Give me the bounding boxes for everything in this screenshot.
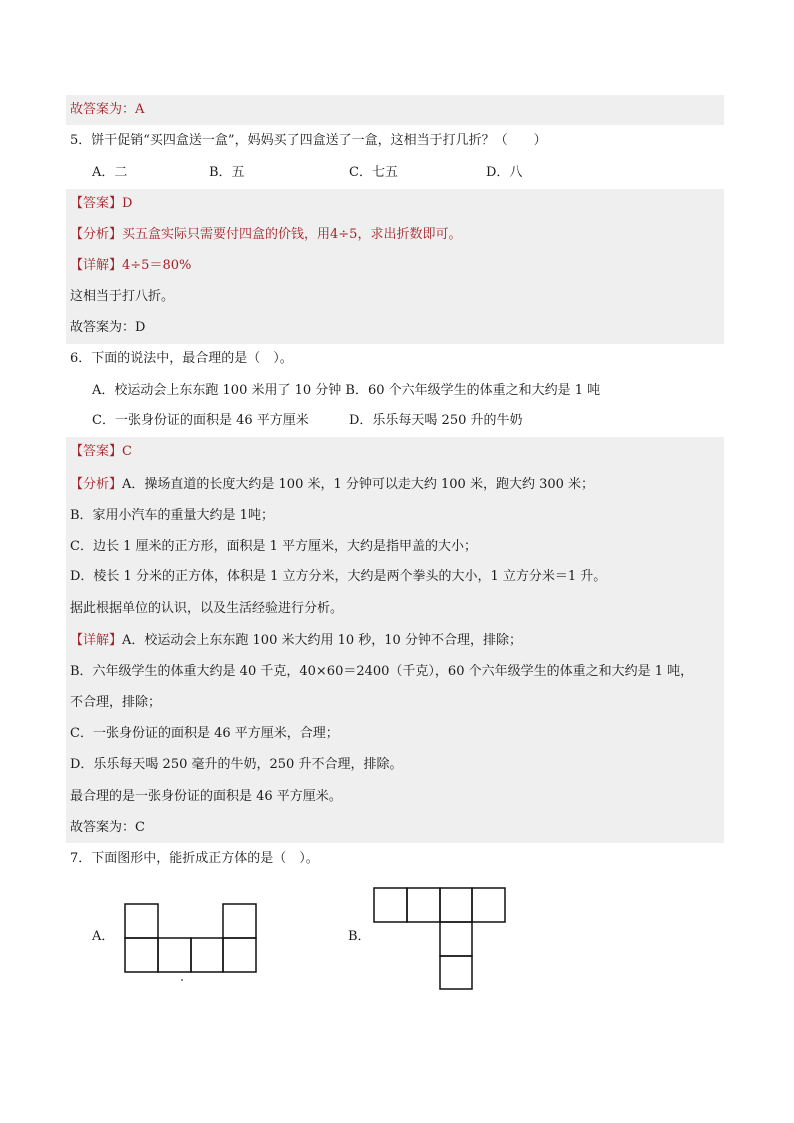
net-a-dot [181, 979, 183, 981]
q5-option-c: C．七五 [349, 165, 398, 180]
q6-analysis-line2: B．家用小汽车的重量大约是 1吨； [70, 508, 274, 523]
answer-tag: 【答案】 [70, 196, 123, 211]
detail-text: A．校运动会上东东跑 100 米大约用 10 秒，10 分钟不合理，排除； [122, 633, 522, 648]
net-b-square [440, 888, 472, 922]
q5-detail-row [70, 255, 191, 277]
q6-analysis-row [70, 474, 594, 496]
net-a-square [223, 938, 256, 972]
q6-detail-line6: 最合理的是一张身份证的面积是 46 平方厘米。 [70, 789, 342, 804]
q6-analysis-line3: C．边长 1 厘米的正方形，面积是 1 平方厘米，大约是指甲盖的大小； [70, 539, 478, 554]
q6-detail-line4: C．一张身份证的面积是 46 平方厘米，合理； [70, 726, 339, 741]
q6-conclusion: 故答案为：C [70, 820, 145, 835]
q5-option-d: D．八 [486, 165, 523, 180]
net-b-square [374, 888, 407, 922]
prev-conclusion: 故答案为：A [70, 102, 145, 117]
q6-answer-row [70, 441, 132, 463]
q5-conclusion: 故答案为：D [70, 320, 146, 335]
analysis-text: 买五盒实际只需要付四盒的价钱，用4÷5，求出折数即可。 [122, 227, 462, 242]
net-b-square [440, 956, 472, 989]
net-a-square [191, 938, 223, 972]
q6-option-d: D．乐乐每天喝 250 升的牛奶 [349, 413, 523, 428]
answer-tag: 【答案】 [70, 444, 123, 459]
q7-net-b [371, 886, 511, 996]
q6-analysis-line4: D．棱长 1 分米的正方体，体积是 1 立方分米，大约是两个拳头的大小，1 立方分米＝1 升。 [70, 569, 607, 584]
q6-options-row1: A．校运动会上东东跑 100 米用了 10 分钟 B．60 个六年级学生的体重之和大约是 1 吨 [92, 383, 601, 398]
q6-stem: 6．下面的说法中，最合理的是（ ）。 [70, 351, 293, 366]
net-b-square [472, 888, 505, 922]
q6-detail-line3: 不合理，排除； [70, 695, 162, 710]
net-b-square [407, 888, 440, 922]
solution-block-prev [66, 95, 724, 125]
answer-value: C [122, 444, 132, 459]
detail-tag: 【详解】 [70, 258, 123, 273]
net-a-square [223, 904, 256, 938]
q6-option-c: C．一张身份证的面积是 46 平方厘米 [92, 413, 309, 428]
q6-detail-line2: B．六年级学生的体重大约是 40 千克，40×60＝2400（千克），60 个六年级学生的体重之和大约是 1 吨， [70, 664, 694, 679]
net-b-square [440, 922, 472, 956]
analysis-tag: 【分析】 [70, 227, 123, 242]
q7-net-a [122, 902, 262, 982]
q6-detail-row [70, 630, 522, 652]
q5-detail-line2: 这相当于打八折。 [70, 289, 175, 304]
answer-value: D [122, 196, 133, 211]
analysis-text: A．操场直道的长度大约是 100 米，1 分钟可以走大约 100 米，跑大约 300 米； [122, 477, 595, 492]
detail-text: 4÷5＝80% [122, 258, 192, 273]
net-a-square [158, 938, 191, 972]
net-a-square [125, 904, 158, 938]
analysis-tag: 【分析】 [70, 477, 123, 492]
detail-tag: 【详解】 [70, 633, 123, 648]
net-a-square [125, 938, 158, 972]
q7-stem: 7．下面图形中，能折成正方体的是（ ）。 [70, 851, 319, 866]
q6-analysis-line5: 据此根据单位的认识，以及生活经验进行分析。 [70, 601, 344, 616]
q5-answer-row [70, 193, 132, 215]
q7-label-b: B． [348, 929, 371, 944]
q7-label-a: A． [92, 929, 115, 944]
q6-detail-line5: D．乐乐每天喝 250 毫升的牛奶，250 升不合理，排除。 [70, 757, 403, 772]
q5-option-b: B．五 [209, 165, 245, 180]
q5-analysis-row [70, 224, 461, 246]
q5-option-a: A．二 [92, 165, 128, 180]
q5-stem: 5．饼干促销“买四盒送一盒”，妈妈买了四盒送了一盒，这相当于打几折？（ ） [70, 133, 547, 148]
